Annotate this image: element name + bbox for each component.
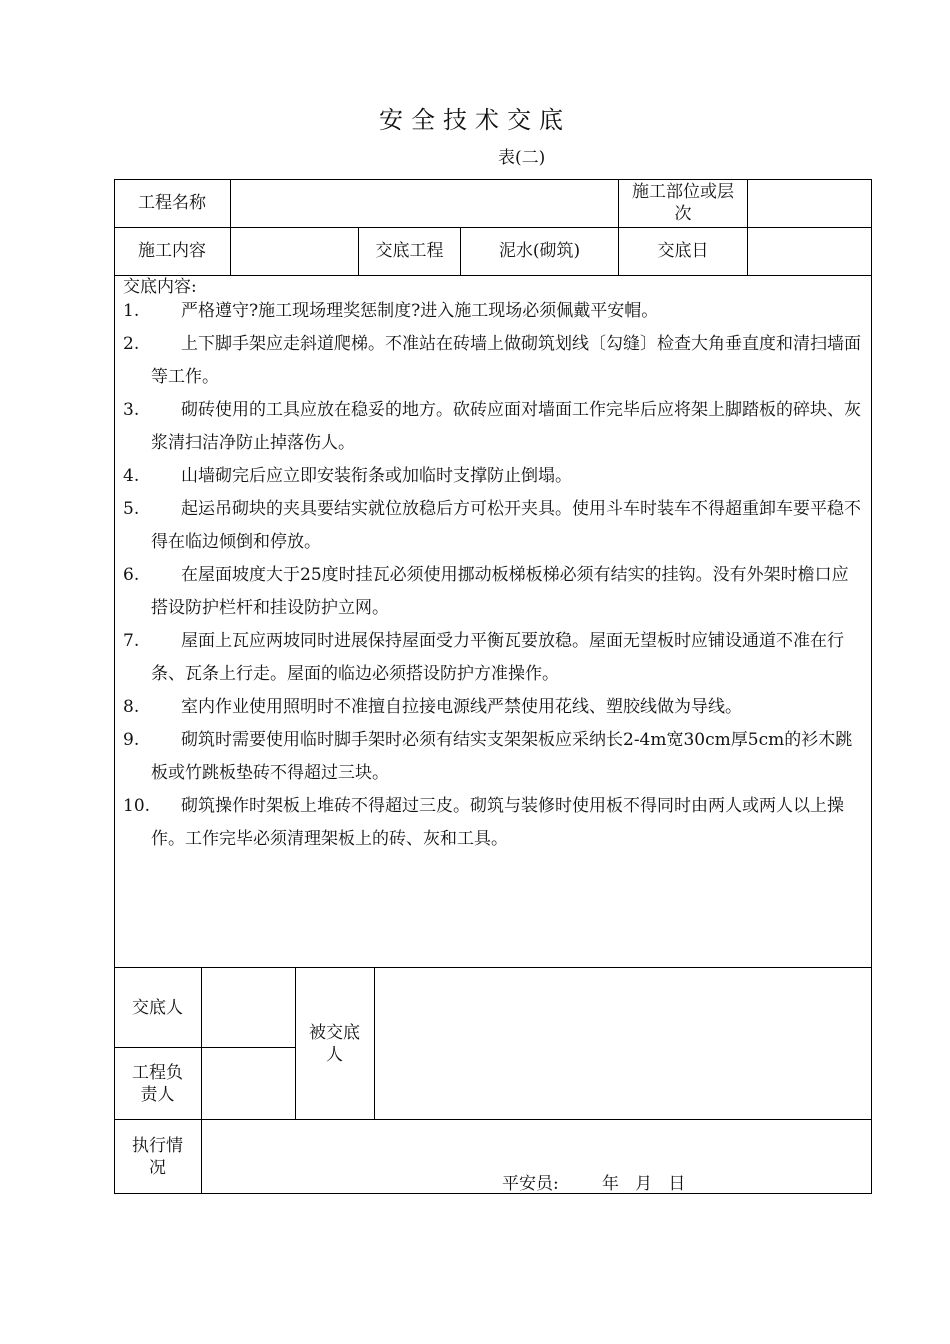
safety-officer-date-line: 平安员: 年 月 日 (502, 1174, 686, 1194)
item-text: 起运吊砌块的夹具要结实就位放稳后方可松开夹具。使用斗车时装车不得超重卸车要平稳不得在临边倾倒和停放。 (151, 499, 861, 552)
project-name-field[interactable] (231, 179, 618, 227)
recipient-label: 被交底人 (309, 1022, 360, 1065)
item-number: 7. (123, 631, 140, 651)
content-item-10 (123, 790, 863, 856)
content-item-8 (123, 691, 863, 724)
item-text: 上下脚手架应走斜道爬梯。不准站在砖墙上做砌筑划线〔勾缝〕检查大角垂直度和清扫墙面等工作。 (151, 334, 861, 387)
item-number: 2. (123, 334, 140, 354)
content-item-2 (123, 328, 863, 394)
discloser-label: 交底人 (132, 997, 183, 1018)
document-title: 安全技术交底 (379, 106, 571, 134)
content-item-3 (123, 394, 863, 460)
item-number: 6. (123, 565, 140, 585)
item-number: 5. (123, 499, 140, 519)
item-text: 砌筑时需要使用临时脚手架时必须有结实支架架板应采纳长2-4m宽30cm厚5cm的衫木跳板或竹跳板垫砖不得超过三块。 (151, 730, 853, 783)
disclosure-project-value: 泥水(砌筑) (498, 241, 581, 261)
item-number: 1. (123, 301, 140, 321)
item-text: 室内作业使用照明时不准擅自拉接电源线严禁使用花线、塑胶线做为导线。 (181, 697, 742, 717)
execution-label: 执行情况 (132, 1135, 183, 1178)
item-text: 在屋面坡度大于25度时挂瓦必须使用挪动板梯板梯必须有结实的挂钩。没有外架时檐口应搭设防护栏杆和挂设防护立网。 (151, 565, 849, 618)
work-content-label: 施工内容 (138, 241, 206, 261)
item-text: 屋面上瓦应两坡同时进展保持屋面受力平衡瓦要放稳。屋面无望板时应铺设通道不准在行条、瓦条上行走。屋面的临边必须搭设防护方准操作。 (151, 631, 844, 684)
project-lead-label: 工程负责人 (132, 1062, 183, 1105)
recipient-signature-field[interactable] (375, 968, 871, 1119)
content-item-1 (123, 295, 863, 328)
content-label: 交底内容: (123, 277, 197, 297)
work-content-field[interactable] (231, 227, 358, 275)
content-item-7 (123, 625, 863, 691)
item-text: 砌砖使用的工具应放在稳妥的地方。砍砖应面对墙面工作完毕后应将架上脚踏板的碎块、灰浆清扫洁净防止掉落伤人。 (151, 400, 861, 453)
item-number: 8. (123, 697, 140, 717)
disclosure-project-label: 交底工程 (375, 241, 444, 261)
location-field[interactable] (748, 179, 871, 227)
document-subtitle: 表(二) (498, 148, 546, 168)
disclosure-content (114, 275, 872, 965)
disclosure-date-label: 交底日 (657, 241, 709, 261)
discloser-signature-field[interactable] (202, 968, 295, 1047)
project-name-label: 工程名称 (138, 193, 206, 213)
disclosure-date-field[interactable] (748, 227, 871, 275)
item-number: 3. (123, 400, 140, 420)
content-item-5 (123, 493, 863, 559)
content-item-6 (123, 559, 863, 625)
item-number: 4. (123, 466, 140, 486)
item-number: 9. (123, 730, 140, 750)
project-lead-signature-field[interactable] (202, 1048, 295, 1119)
disclosure-form (114, 179, 872, 1194)
location-label: 施工部位或层次 (632, 182, 734, 224)
item-text: 严格遵守?施工现场理奖惩制度?进入施工现场必须佩戴平安帽。 (181, 301, 659, 321)
content-item-4 (123, 460, 863, 493)
item-text: 砌筑操作时架板上堆砖不得超过三皮。砌筑与装修时使用板不得同时由两人或两人以上操作。工作完毕必须清理架板上的砖、灰和工具。 (151, 796, 844, 849)
content-item-9 (123, 724, 863, 790)
item-number: 10. (123, 796, 151, 816)
item-text: 山墙砌完后应立即安装衔条或加临时支撑防止倒塌。 (181, 466, 572, 486)
content-items (123, 295, 863, 856)
